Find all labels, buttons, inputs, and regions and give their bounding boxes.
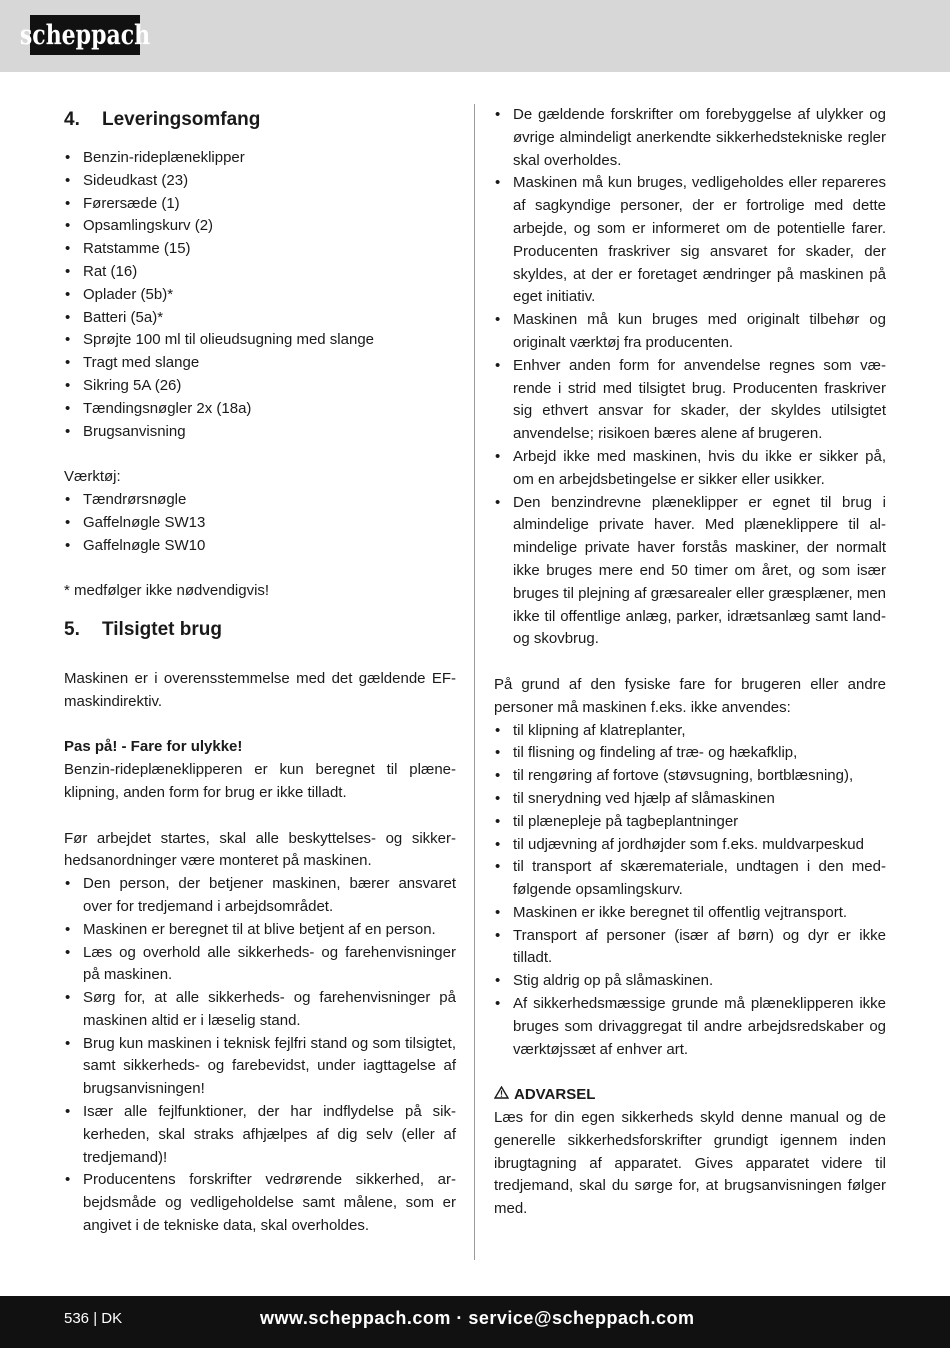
- list-item: • Sideudkast (23): [64, 170, 456, 193]
- list-item: • Maskinen er ikke beregnet til offentlig vejtransport.: [494, 902, 886, 925]
- list-item: • til flisning og findeling af træ- og hækafklip,: [494, 742, 886, 765]
- list-item: • Sprøjte 100 ml til olieudsugning med slange: [64, 329, 456, 352]
- warning-heading: ADVARSEL: [494, 1084, 886, 1107]
- list-item: • Tændingsnøgler 2x (18a): [64, 398, 456, 421]
- intro-paragraph: Maskinen er i overensstemmelse med det gældende EF-maskindirektiv.: [64, 669, 456, 710]
- list-item: • til udjævning af jordhøjder som f.eks. muldvarpeskud: [494, 834, 886, 857]
- safety-list: [494, 104, 886, 651]
- list-item: • Enhver anden form for anvendelse regnes som værende i strid med tilsigtet brug. Producenten fraskriver sig ethvert ansvar for skader, der skyldes utilsigtet anvendelse; risikoen bæres alene af brugeren.: [494, 355, 886, 446]
- list-item: • Den benzindrevne plæneklipper er egnet til brug i almindelige private haver. Med plæneklippere til almindelige private haver forstås maskiner, der normalt ikke bruges mere end 50 timer om året, og som især bruges til plejning af græsarealer eller græsplæner, men ikke til offentlige anlæg, parker, idrætsanlæg samt land- og skovbrug.: [494, 492, 886, 652]
- list-item: • Ratstamme (15): [64, 238, 456, 261]
- list-item: • Oplader (5b)*: [64, 284, 456, 307]
- list-item: • Gaffelnøgle SW10: [64, 535, 456, 558]
- scheppach-logo: scheppach: [30, 15, 140, 55]
- list-item: • Især alle fejlfunktioner, der har indflydelse på sikkerheden, skal straks afhjælpes af dig selv (eller af tredjemand)!: [64, 1101, 456, 1169]
- before-paragraph: Før arbejdet startes, skal alle beskyttelses- og sikkerhedsanordninger være monteret på maskinen.: [64, 829, 456, 870]
- caution-paragraph: Benzin-rideplæneklipperen er kun beregnet til plæneklipning, anden form for brug er ikke tilladt.: [64, 761, 456, 801]
- left-column: [64, 104, 456, 1238]
- list-item: • Den person, der betjener maskinen, bærer ansvaret over for tredjemand i arbejdsområdet.: [64, 873, 456, 919]
- list-item: • til plænepleje på tagbeplantninger: [494, 811, 886, 834]
- page-header: [0, 0, 950, 72]
- list-item: • Førersæde (1): [64, 193, 456, 216]
- tools-list: [64, 489, 456, 557]
- list-item: • til transport af skæremateriale, undtagen i den medfølgende opsamlingskurv.: [494, 856, 886, 902]
- section-5-heading: 5. Tilsigtet brug: [64, 618, 222, 640]
- warning-triangle-icon: [494, 1084, 510, 1107]
- danger-intro: På grund af den fysiske fare for brugeren eller andre personer må maskinen f.eks. ikke anvendes:: [494, 675, 886, 716]
- list-item: • Sikring 5A (26): [64, 375, 456, 398]
- caution-title: Pas på! - Fare for ulykke!: [64, 738, 243, 756]
- footnote: * medfølger ikke nødvendigvis!: [64, 582, 270, 600]
- list-item: • Stig aldrig op på slåmaskinen.: [494, 970, 886, 993]
- intended-use-list: [64, 873, 456, 1238]
- list-item: • til rengøring af fortove (støvsugning, bortblæsning),: [494, 765, 886, 788]
- column-divider: [474, 104, 475, 1260]
- list-item: • De gældende forskrifter om forebyggelse af ulykker og øvrige almindeligt anerkendte sikkerhedstekniske regler skal overholdes.: [494, 104, 886, 172]
- list-item: • til klipning af klatreplanter,: [494, 720, 886, 743]
- list-item: • Sørg for, at alle sikkerheds- og farehenvisninger på maskinen altid er i læselig stand.: [64, 987, 456, 1033]
- list-item: • Gaffelnøgle SW13: [64, 512, 456, 535]
- list-item: • Batteri (5a)*: [64, 307, 456, 330]
- warning-paragraph: Læs for din egen sikkerheds skyld denne manual og de generelle sikkerhedsforskrifter grundigt igennem inden ibrugtagning af apparatet. Gives apparatet videre til tredjemand, skal du sørge for, at brugsanvisningen følger med.: [494, 1109, 886, 1218]
- list-item: • Arbejd ikke med maskinen, hvis du ikke er sikker på, om en arbejdsbetingelse er sikker eller usikker.: [494, 446, 886, 492]
- list-item: • Læs og overhold alle sikkerheds- og farehenvisninger på maskinen.: [64, 942, 456, 988]
- section-4-heading: 4. Leveringsomfang: [64, 109, 261, 130]
- list-item: • Transport af personer (især af børn) og dyr er ikke tilladt.: [494, 925, 886, 971]
- list-item: • til snerydning ved hjælp af slåmaskinen: [494, 788, 886, 811]
- list-item: • Benzin-rideplæneklipper: [64, 147, 456, 170]
- list-item: • Maskinen må kun bruges med originalt tilbehør og originalt værktøj fra producenten.: [494, 309, 886, 355]
- list-item: • Af sikkerhedsmæssige grunde må plæneklipperen ikke bruges som drivaggregat til andre arbejdsredskaber og værktøjssæt af enhver art.: [494, 993, 886, 1061]
- list-item: • Maskinen må kun bruges, vedligeholdes eller repareres af sagkyndige personer, der er fortrolige med dette arbejde, og som er informeret om de potentielle farer. Producenten fraskriver sig ansvaret for skader, der skyldes, at der er foretaget ændringer på maskinen på eget initiativ.: [494, 172, 886, 309]
- footer-website[interactable]: www.scheppach.com · service@scheppach.com: [260, 1308, 695, 1328]
- list-item: • Tændrørsnøgle: [64, 489, 456, 512]
- page-number: 536 | DK: [64, 1310, 123, 1327]
- page-footer: [0, 1296, 950, 1348]
- prohibited-use-list: [494, 720, 886, 1062]
- list-item: • Opsamlingskurv (2): [64, 215, 456, 238]
- delivery-list: [64, 147, 456, 443]
- list-item: • Producentens forskrifter vedrørende sikkerhed, arbejdsmåde og vedligeholdelse samt målene, som er angivet i de tekniske data, skal overholdes.: [64, 1169, 456, 1237]
- list-item: • Brug kun maskinen i teknisk fejlfri stand og som tilsigtet, samt sikkerheds- og farebevidst, under iagttagelse af brugsanvisningen!: [64, 1033, 456, 1101]
- list-item: • Rat (16): [64, 261, 456, 284]
- list-item: • Maskinen er beregnet til at blive betjent af en person.: [64, 919, 456, 942]
- tools-label: Værktøj:: [64, 468, 121, 486]
- list-item: • Tragt med slange: [64, 352, 456, 375]
- right-column: [494, 104, 886, 1221]
- list-item: • Brugsanvisning: [64, 421, 456, 444]
